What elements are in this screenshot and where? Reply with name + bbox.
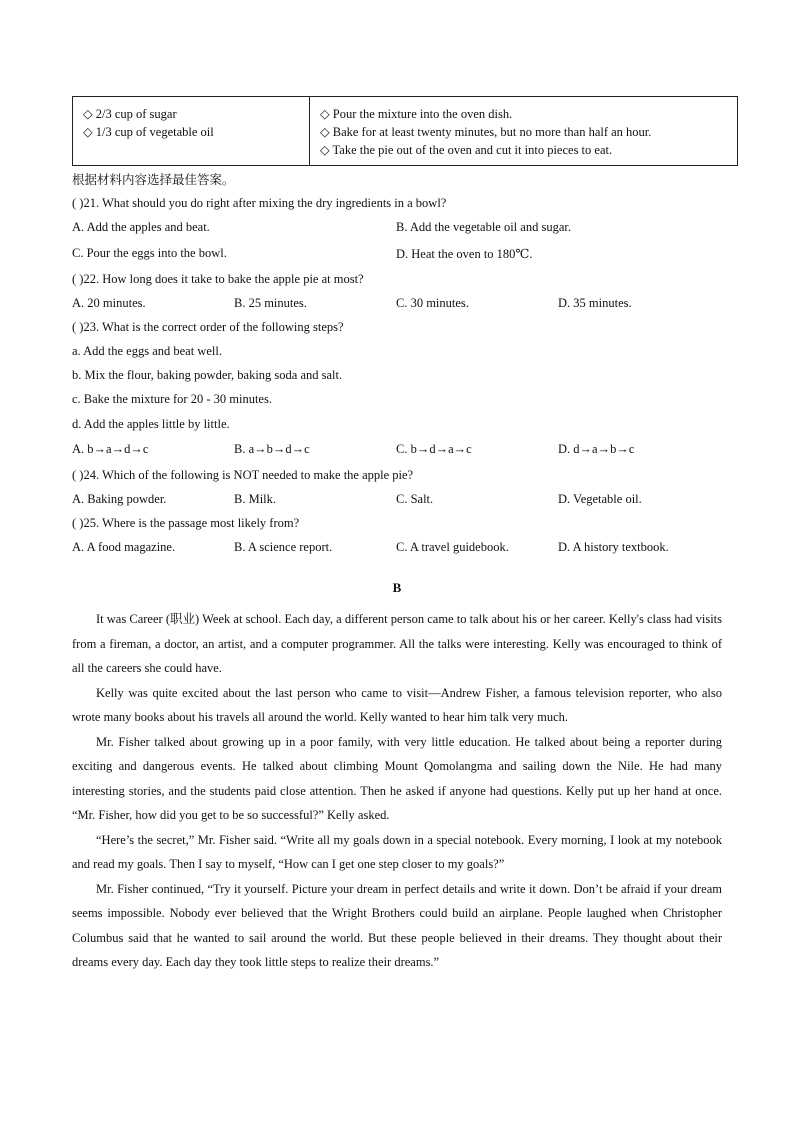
q21-option-b: B. Add the vegetable oil and sugar. bbox=[396, 220, 571, 234]
q24-option-b: B. Milk. bbox=[234, 492, 277, 506]
q23-step-c: c. Bake the mixture for 20 - 30 minutes. bbox=[72, 392, 272, 406]
q25-option-a: A. A food magazine. bbox=[72, 540, 176, 554]
passage-paragraph: Mr. Fisher talked about growing up in a poor family, with very little education. He talked about being a reporter during exciting and dangerous events. He talked about climbing Mount Qomolangma and sailing down the Nile. He had many interesting stories, and the students paid close attention. Then he asked if anyone had questions. Kelly put up her hand at once. “Mr. Fisher, how did you get to be so successful?” Kelly asked. bbox=[72, 734, 722, 822]
q22-option-c: C. 30 minutes. bbox=[396, 296, 469, 310]
recipe-step-item: ◇ Take the pie out of the oven and cut it into pieces to eat. bbox=[320, 143, 613, 157]
question-22: ( )22. How long does it take to bake the apple pie at most? bbox=[72, 272, 364, 286]
question-25: ( )25. Where is the passage most likely from? bbox=[72, 516, 300, 530]
q24-option-c: C. Salt. bbox=[396, 492, 434, 506]
instruction-text: 根据材料内容选择最佳答案。 bbox=[72, 173, 235, 187]
recipe-step-item: ◇ Pour the mixture into the oven dish. bbox=[320, 107, 513, 121]
q23-option-b: B. a→b→d→c bbox=[234, 442, 310, 456]
q23-option-c: C. b→d→a→c bbox=[396, 442, 472, 456]
q22-option-a: A. 20 minutes. bbox=[72, 296, 146, 310]
recipe-step-item: ◇ Bake for at least twenty minutes, but no more than half an hour. bbox=[320, 125, 652, 139]
q21-option-c: C. Pour the eggs into the bowl. bbox=[72, 246, 227, 260]
q21-option-d: D. Heat the oven to 180℃. bbox=[396, 247, 533, 261]
reading-passage bbox=[72, 607, 722, 975]
q23-option-a: A. b→a→d→c bbox=[72, 442, 149, 456]
q23-step-b: b. Mix the flour, baking powder, baking soda and salt. bbox=[72, 368, 343, 382]
question-21: ( )21. What should you do right after mixing the dry ingredients in a bowl? bbox=[72, 196, 447, 210]
q24-option-d: D. Vegetable oil. bbox=[558, 492, 642, 506]
q25-option-d: D. A history textbook. bbox=[558, 540, 669, 554]
q23-step-d: d. Add the apples little by little. bbox=[72, 417, 230, 431]
q22-option-d: D. 35 minutes. bbox=[558, 296, 632, 310]
q21-option-a: A. Add the apples and beat. bbox=[72, 220, 210, 234]
passage-paragraph: It was Career (职业) Week at school. Each day, a different person came to talk about his or her career. Kelly's class had visits from a fireman, a doctor, an artist, and a computer programmer. All the talks were interesting. Kelly was encouraged to think of all the careers she could have. bbox=[72, 612, 722, 675]
question-23: ( )23. What is the correct order of the following steps? bbox=[72, 320, 344, 334]
passage-paragraph: Mr. Fisher continued, “Try it yourself. Picture your dream in perfect details and write it down. Don’t be afraid if your dream seems impossible. Nobody ever believed that the Wright Brothers could build an airplane. People laughed when Christopher Columbus said that he wanted to sail around the world. But these people believed in their dreams. They thought about their dreams every day. Each day they took little steps to realize their dreams.” bbox=[72, 881, 722, 969]
q24-option-a: A. Baking powder. bbox=[72, 492, 167, 506]
q23-step-a: a. Add the eggs and beat well. bbox=[72, 344, 222, 358]
q23-option-d: D. d→a→b→c bbox=[558, 442, 635, 456]
recipe-table bbox=[72, 96, 738, 166]
question-24: ( )24. Which of the following is NOT needed to make the apple pie? bbox=[72, 468, 414, 482]
recipe-steps-column bbox=[310, 97, 737, 165]
q22-option-b: B. 25 minutes. bbox=[234, 296, 307, 310]
ingredient-item: ◇ 1/3 cup of vegetable oil bbox=[83, 125, 214, 139]
passage-paragraph: Kelly was quite excited about the last person who came to visit—Andrew Fisher, a famous television reporter, who also wrote many books about his travels all around the world. Kelly wanted to hear him talk very much. bbox=[72, 685, 722, 724]
passage-paragraph: “Here’s the secret,” Mr. Fisher said. “Write all my goals down in a special notebook. Every morning, I look at my notebook and read my goals. Then I say to myself, “How can I get one step closer to my goals?” bbox=[72, 832, 722, 871]
q25-option-b: B. A science report. bbox=[234, 540, 333, 554]
section-heading: B bbox=[392, 580, 402, 595]
q25-option-c: C. A travel guidebook. bbox=[396, 540, 509, 554]
ingredient-item: ◇ 2/3 cup of sugar bbox=[83, 107, 177, 121]
recipe-ingredients-column bbox=[73, 97, 310, 165]
